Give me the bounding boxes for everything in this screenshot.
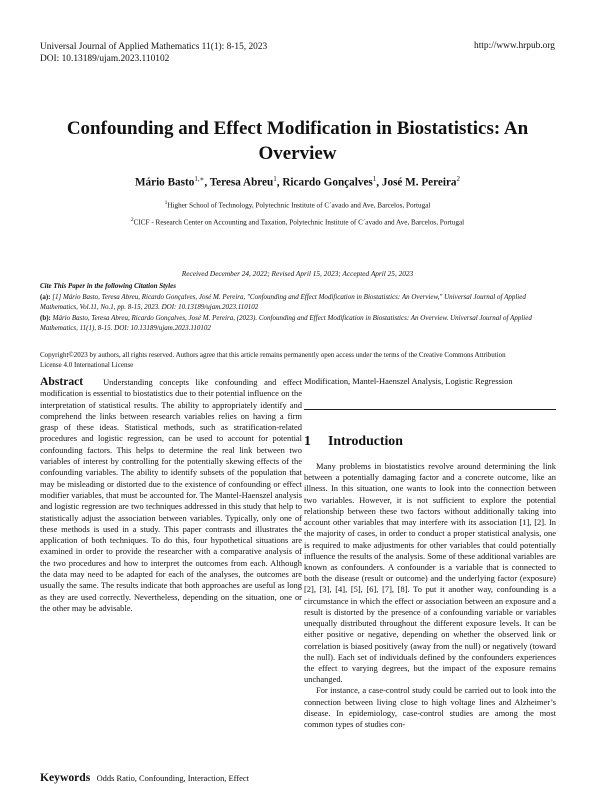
citation-b-label: (b): <box>40 313 51 322</box>
citation-a-text: [1] Mário Basto, Teresa Abreu, Ricardo Gonçalves, José M. Pereira, "Confounding and Effect Modification in Biostatistics: An Overview," Universal Journal of Applied Mathematics, Vol.11, No.1, pp. 8-15, 2023. DOI: 10.13189/ujam.2023.110102 <box>40 292 526 312</box>
author-sup: 2 <box>456 175 461 183</box>
affiliation-sup: 2 <box>130 217 134 223</box>
section-title: Introduction <box>328 433 403 448</box>
introduction-body <box>304 461 556 730</box>
affiliation-text: CICF - Research Center on Accounting and Taxation, Polytechnic Institute of C´avado and Ave, Barcelos, Portugal <box>133 218 465 227</box>
author-name: Mário Basto <box>134 176 195 189</box>
doi-line: DOI: 10.13189/ujam.2023.110102 <box>40 54 170 64</box>
journal-line: Universal Journal of Applied Mathematics 11(1): 8-15, 2023 <box>40 42 268 52</box>
citation-a-label: (a): <box>40 292 51 301</box>
author-list: Mário Basto$^{1,∗}$, Teresa Abreu$^1$, Ricardo Gonçalves$^1$, José M. Pereira$^2$ <box>134 175 461 189</box>
author-sup: 1 <box>372 175 377 183</box>
journal-url[interactable]: http://www.hrpub.org <box>474 41 555 51</box>
citation-heading: Cite This Paper in the following Citation Styles <box>40 282 176 290</box>
citation-a <box>40 292 555 313</box>
section-number: 1 <box>304 433 311 448</box>
paragraph: Many problems in biostatistics revolve around determining the link between a potentially damaging factor and a concrete outcome, like an illness. In this situation, one wants to look into the connection between two variables. However, it is not sufficient to explore the potential relationship between these two factors without additionally taking into account other variables that may interfere with its association [1], [2]. In the majority of cases, in order to conduct a proper statistical analysis, one is required to make adjustments for other variables that could potentially influence the results of the analysis. Some of these additional variables are known as confounders. A confounder is a variable that is connected to both the disease (result or outcome) and the underlying factor (exposure) [2], [3], [4], [5], [6], [7], [8]. To put it another way, confounding is a circumstance in which the effect or association between an exposure and a result is distorted by the presence of a confounding variable or variables unequally distributed throughout the different exposure levels. It can be either positive or negative, depending on whether the observed link or correlation is biased positively (away from the null) or negatively (toward the null). Each set of individuals defined by the confounders experiences the effect to varying degrees, but the impact of the exposure remains unchanged. <box>304 461 556 685</box>
affiliation-text: Higher School of Technology, Polytechnic Institute of C´avado and Ave, Barcelos, Portugal <box>167 201 431 210</box>
keywords-heading: Keywords <box>40 771 91 784</box>
keywords-text: Odds Ratio, Confounding, Interaction, Effect <box>96 773 249 783</box>
section-heading-introduction <box>304 433 403 449</box>
citation-b-text: Mário Basto, Teresa Abreu, Ricardo Gonçalves, José M. Pereira, (2023). Confounding and Effect Modification in Biostatistics: An Overview. Universal Journal of Applied Mathematics, 11(1), 8-15. DOI: 10.13189/ujam.2023.110102 <box>40 313 532 333</box>
received-dates: Received December 24, 2022; Revised April 15, 2023; Accepted April 25, 2023 <box>181 269 414 278</box>
affiliation-2 <box>30 217 565 226</box>
affiliation-sup: 1 <box>164 200 168 206</box>
section-divider <box>304 409 556 410</box>
paragraph: For instance, a case-control study could be carried out to look into the connection between living close to high voltage lines and Alzheimer’s disease. In epidemiology, case-control studies are among the most common types of studies con- <box>304 685 556 730</box>
keywords-continuation: Modification, Mantel-Haenszel Analysis, Logistic Regression <box>304 376 513 386</box>
author-sup: 1 <box>273 175 277 183</box>
copyright-notice: Copyright©2023 by authors, all rights reserved. Authors agree that this article remains permanently open access under the terms of the Creative Commons Attribution License 4.0 International License <box>40 351 506 369</box>
affiliation-1 <box>30 200 565 209</box>
running-header <box>40 41 267 65</box>
abstract <box>40 376 302 614</box>
keywords <box>40 772 302 784</box>
author-name: Teresa Abreu <box>209 176 274 189</box>
abstract-text: Understanding concepts like confounding and effect modification is essential to biostatistics due to their potential influence on the interpretation of statistical results. The ability to appropriately identify and comprehend the links between research variables relies on having a firm grasp of these ideas. Statistical methods, such as stratification-related procedures and logistic regression, can be used to account for potential confounding factors. This helps to determine the real link between two variables of interest by controlling for the potentially skewing effects of the confounding variables. The ability to identify subsets of the population that may be misleading or distorted due to the existence of confounding or effect modifier variables, that must be accounted for. The Mantel-Haenszel analysis and logistic regression are two techniques addressed in this study that help to statistically adjust the association between variables. Typically, only one of these methods is used in a study. This paper contrasts and illustrates the application of both techniques. To do this, four hypothetical situations are examined in order to provide the researcher with a comparative analysis of the two procedures and how to interpret the outcomes from each. Although the data may need to be adapted for each of the analyses, the outcomes are usually the same. The results indicate that both approaches are useful as long as they are used correctly. Nevertheless, depending on the situation, one or the other may be advisable. <box>40 377 302 613</box>
paper-title: Confounding and Effect Modification in Biostatistics: An Overview <box>66 118 529 164</box>
citation-b <box>40 313 555 334</box>
author-sup: 1,∗ <box>194 175 205 183</box>
abstract-heading: Abstract <box>40 375 84 388</box>
author-name: Ricardo Gonçalves <box>282 176 373 189</box>
author-name: José M. Pereira <box>381 176 457 189</box>
citation-block <box>40 281 555 334</box>
